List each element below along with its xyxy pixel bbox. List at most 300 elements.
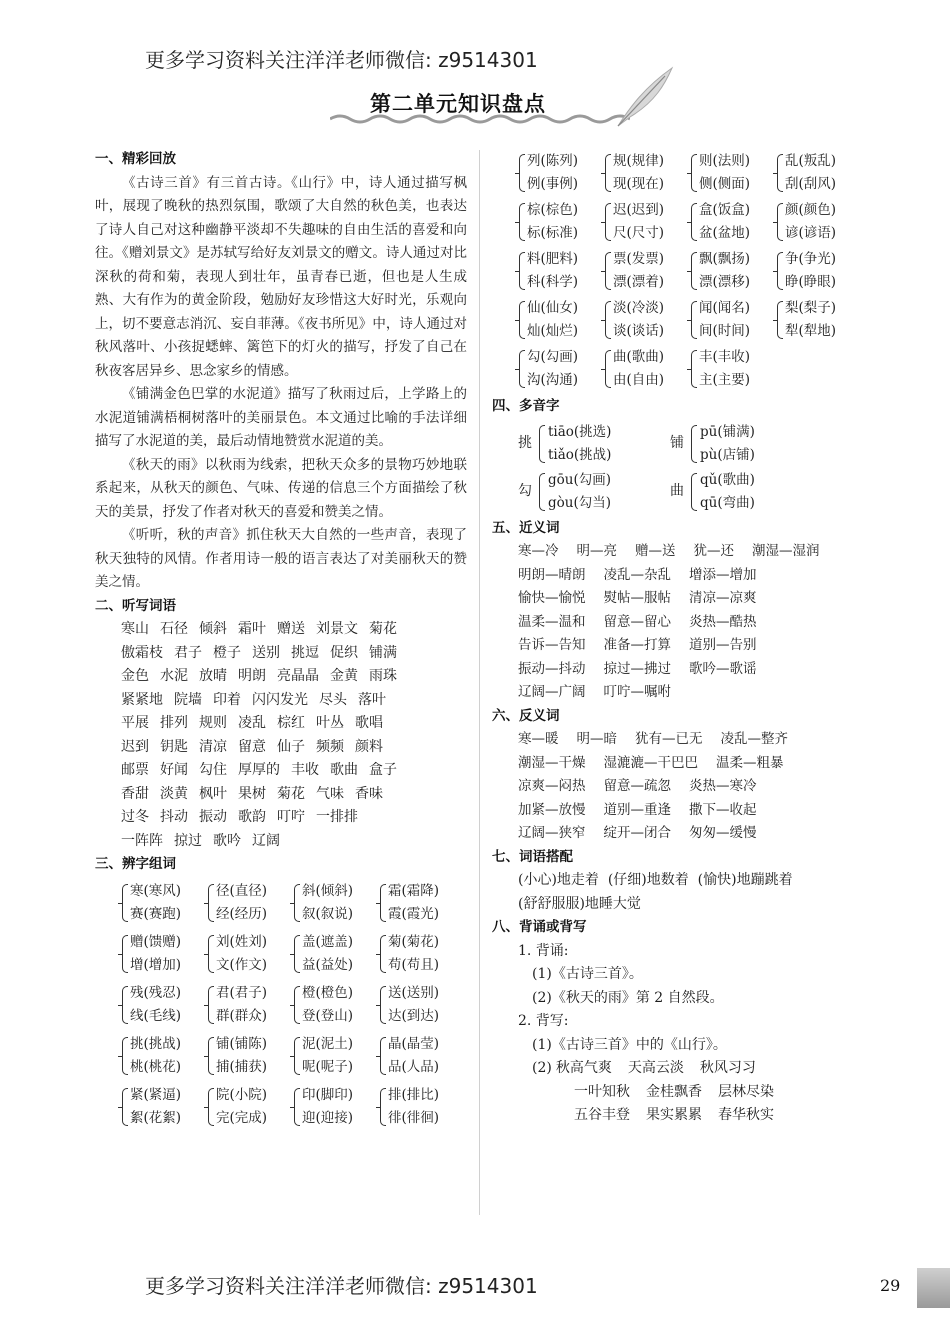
pair-line: 犁(犁地) [785,323,837,339]
bracket-pair [379,982,465,1028]
word-pair: 清凉—凉爽 [689,590,757,606]
word-row [95,689,467,713]
word: 金黄 [330,668,358,684]
bracket-group-row [492,346,872,392]
pair-line: 漂(漂着) [613,274,665,290]
word-pair-row [492,658,872,682]
idiom: 金桂飘香 [646,1083,702,1100]
word-pair-row [492,540,872,564]
bracket-group-row [95,1084,467,1130]
word-pair-row [492,728,872,752]
bracket-pair [690,248,776,294]
bracket-pair [690,297,776,343]
word: 菊花 [277,785,305,802]
word: 丰收 [291,762,319,778]
pair-line: 标(标准) [527,225,579,241]
pair-line: 尺(尺寸) [613,225,665,241]
bracket-pair [379,880,465,926]
word-row [95,830,467,854]
pair-line: 线(毛线) [130,1007,182,1024]
bracket-pair [604,150,690,196]
bracket-group-row [492,297,872,343]
pair-line: 斜(倾斜) [302,882,354,899]
word-pair: 凌乱—整齐 [720,731,788,747]
word: 颜料 [355,738,383,755]
word-pair: 留意—留心 [603,613,671,630]
pair-line: 苟(苟且) [388,956,440,973]
bracket-pair [518,297,604,343]
feather-icon [610,62,680,132]
word: 歌唱 [355,715,383,731]
word-row [95,618,467,642]
word-pair-row [492,775,872,799]
paragraph: 《古诗三首》有三首古诗。《山行》中，诗人通过描写枫叶，展现了晚秋的热烈氛围，歌颂了大自然的秋色美，也表达了诗人自己对这种幽静平淡却不失趣味的自由生活的喜爱和向往。《赠刘景文》是苏轼写给好友刘景文的赠文。诗人通过对比深秋的荷和菊，表现人到壮年，虽青春已逝，但也是人生成熟、大有作为的黄金阶段，勉励好友珍惜这大好时光，乐观向上，切不要意志消沉、妄自菲薄。《夜书所见》中，诗人通过对秋风落叶、小孩捉蟋蟀、篱笆下的灯火的描写，抒发了自己在秋夜客居异乡、思念家乡的情感。 [95,174,467,379]
pair-line: 呢(呢子) [302,1058,354,1075]
pair-line: 争(争光) [785,251,837,267]
pair-line: 间(时间) [699,323,751,339]
word: 振动 [199,809,227,825]
pair-line: 刮(刮风) [785,176,837,192]
paragraph: 《听听，秋的声音》抓住秋天大自然的一些声音，表现了秋天独特的风情。作者用诗一般的语言表达了对美丽秋天的赞美之情。 [95,527,467,590]
pair-line: 侧(侧面) [699,176,751,192]
pair-line: 盖(遮盖) [302,933,354,950]
word-pair: 明朗—晴朗 [518,566,586,583]
word-pair: 撒下—收起 [689,801,757,818]
word: 挑逗 [291,644,319,661]
bracket-pair [379,1084,465,1130]
section-heading-1: 一、精彩回放 [95,151,176,167]
word-pair-row [492,611,872,635]
word-pair: 增添—增加 [689,566,757,583]
word-pair: 道别—告别 [689,637,757,653]
word: 歌韵 [238,809,266,825]
section-heading-5: 五、近义词 [492,519,560,536]
title-wave-decoration [330,112,630,126]
collocation-line: (小心)地走着 (仔细)地数着 (愉快)地蹦跳着 [518,872,793,888]
pair-line: 径(直径) [216,882,268,899]
bracket-pair [776,150,862,196]
page-number: 29 [880,1276,901,1295]
left-column [95,148,467,1135]
pair-line: 由(自由) [613,372,665,388]
word-pair-row [492,634,872,658]
word: 倾斜 [199,621,227,637]
polyphone-item: 勾 gōu(勾画) gòu(勾当) [518,469,670,515]
bracket-group-row [492,248,872,294]
bracket-pair [121,880,207,926]
word-pair: 愉快—愉悦 [518,590,586,606]
paragraph: 《铺满金色巴掌的水泥道》描写了秋雨过后，上学路上的水泥道铺满梧桐树落叶的美丽景色。本文通过比喻的手法详细描写了水泥道的美，最后动情地赞赏水泥道的美。 [95,386,467,449]
bracket-pair [518,150,604,196]
word: 抖动 [160,809,188,825]
word: 仙子 [277,738,305,755]
paragraph: 《秋天的雨》以秋雨为线索，把秋天众多的景物巧妙地联系起来，从秋天的颜色、气味、传递的信息三个方面描绘了秋天的美景，抒发了作者对秋天的喜爱和赞美之情。 [95,456,467,520]
word: 淡黄 [160,785,188,802]
watermark-bottom: 更多学习资料关注洋洋老师微信: z9514301 [145,1274,538,1298]
pair-line: 迎(迎接) [302,1109,354,1126]
pair-line: 泥(泥土) [302,1035,354,1052]
word: 雨珠 [369,668,397,684]
idiom: 秋高气爽 [555,1060,612,1076]
word-pair: 炎热—寒冷 [689,778,757,794]
column-divider [479,150,480,1215]
pair-line: 列(陈列) [527,153,579,169]
pair-line: 曲(歌曲) [613,349,665,365]
word: 亮晶晶 [277,668,319,684]
watermark-top: 更多学习资料关注洋洋老师微信: z9514301 [145,48,538,72]
word-pair: 湿漉漉—干巴巴 [603,754,698,771]
idiom-label: (2) [532,1060,552,1076]
idiom-lines [492,1057,872,1128]
word: 邮票 [121,762,149,778]
word: 平展 [121,715,149,731]
bracket-pair [293,880,379,926]
pair-line: 经(经历) [216,905,268,922]
pair-line: 登(登山) [302,1007,354,1024]
word: 一阵阵 [121,832,163,849]
idiom: 一叶知秋 [574,1083,630,1100]
idiom-line [492,1057,872,1081]
pair-line: 梨(梨子) [785,300,837,316]
word: 一排排 [316,809,358,825]
word: 傲霜枝 [121,644,163,661]
idiom-line [492,1104,872,1128]
word: 排列 [160,715,188,731]
word-pair: 明—亮 [576,543,617,559]
pair-line: 送(送别) [388,984,440,1001]
polyphone-item: 曲 qǔ(歌曲) qū(弯曲) [670,469,822,515]
word: 送别 [252,644,280,661]
word: 歌曲 [330,762,358,778]
word: 过冬 [121,809,149,825]
pair-line: 盆(盆地) [699,225,751,241]
bracket-pair [604,248,690,294]
word: 明朗 [238,668,266,684]
idiom: 秋风习习 [699,1060,756,1076]
section-heading-2: 二、听写词语 [95,597,176,614]
bracket-group-row [95,880,467,926]
word: 歌吟 [213,832,241,849]
polyphone-row [492,469,872,515]
word: 叶丛 [316,715,344,731]
bracket-pair [518,346,604,392]
pair-line: 院(小院) [216,1086,268,1103]
word-pair: 温柔—温和 [518,613,586,630]
pair-line: 盒(饭盒) [699,202,751,218]
pair-line: 寒(寒风) [130,882,182,899]
word: 寒山 [121,621,149,637]
word: 迟到 [121,738,149,755]
word: 菊花 [369,621,397,637]
pair-line: 睁(睁眼) [785,274,837,290]
word-pair-row [492,681,872,705]
word-pair: 加紧—放慢 [518,801,586,818]
pair-line: 沟(沟通) [527,372,579,388]
pair-line: 群(群众) [216,1007,268,1024]
recite-subitem: (2)《秋天的雨》第 2 自然段。 [532,989,724,1006]
pair-line: 印(脚印) [302,1086,354,1103]
section-heading-8: 八、背诵或背写 [492,919,587,935]
word: 钥匙 [160,738,188,755]
word: 印着 [213,691,241,708]
word-pair: 掠过—拂过 [603,660,671,677]
word: 紧紧地 [121,691,163,708]
bracket-pair [776,248,862,294]
word: 气味 [316,785,344,802]
pair-line: 菊(菊花) [388,933,440,950]
bracket-group-row [95,931,467,977]
word-pair: 温柔—粗暴 [716,754,784,771]
word-pair: 明—暗 [576,731,617,747]
word-pair-row [492,822,872,846]
bracket-pair [293,931,379,977]
bracket-pair [776,297,862,343]
polyphone-item: 铺 pū(铺满) pù(店铺) [670,421,822,467]
bracket-pair [604,346,690,392]
word-pair: 寒—暖 [518,731,559,747]
word-row [95,665,467,689]
pair-line: 漂(漂移) [699,274,751,290]
word-pair: 潮湿—干燥 [518,754,586,771]
right-column [492,148,872,1128]
pair-line: 紧(紧逼) [130,1086,182,1103]
pair-line: 挑(挑战) [130,1035,182,1052]
word-pair: 留意—疏忽 [603,778,671,794]
bracket-pair [379,1033,465,1079]
word: 尽头 [319,691,347,708]
pair-line: 现(现在) [613,176,665,192]
char-distinguish-groups-left [95,880,467,1130]
pair-line: 君(君子) [216,984,268,1001]
word: 勾住 [199,762,227,778]
bracket-pair [604,199,690,245]
pair-line: 赠(馈赠) [130,933,182,950]
word-pair: 匆匆—缓慢 [689,825,757,841]
word-pair: 潮湿—湿润 [752,543,820,559]
bracket-pair [293,1033,379,1079]
pair-line: 例(事例) [527,176,579,192]
idiom-line [492,1081,872,1105]
pair-line: 票(发票) [613,251,665,267]
word: 掠过 [174,832,202,849]
word: 金色 [121,668,149,684]
section-heading-3: 三、辨字组词 [95,856,176,872]
word: 霜叶 [238,621,266,637]
pair-line: 灿(灿烂) [527,323,579,339]
word-pair: 熨帖—服帖 [603,590,671,606]
word: 好闻 [160,762,188,778]
pair-line: 棕(棕色) [527,202,579,218]
recite-subitem: (1)《古诗三首》。 [532,966,643,982]
word: 凌乱 [238,715,266,731]
pair-line: 增(增加) [130,956,182,973]
word-pair: 犹有—已无 [635,731,703,747]
synonym-list [492,540,872,705]
pair-line: 闻(闻名) [699,300,751,316]
bracket-pair [518,248,604,294]
polyphone-row [492,421,872,467]
word-row [95,806,467,830]
recite-subitem: (1)《古诗三首》中的《山行》。 [532,1036,727,1053]
bracket-pair [121,1033,207,1079]
word-pair-row [492,587,872,611]
word-pair: 歌吟—歌谣 [689,660,757,677]
word-pair: 告诉—告知 [518,637,586,653]
bracket-pair [207,1084,293,1130]
word-pair: 凌乱—杂乱 [603,566,671,583]
pair-line: 飘(飘扬) [699,251,751,267]
pair-line: 品(人品) [388,1058,440,1075]
word: 厚厚的 [238,762,280,778]
word: 棕红 [277,715,305,731]
bracket-pair [207,982,293,1028]
pair-line: 仙(仙女) [527,300,579,316]
bracket-pair [379,931,465,977]
bracket-pair [207,931,293,977]
pair-line: 赛(赛跑) [130,905,182,922]
pair-line: 谈(谈话) [613,323,665,339]
bracket-pair [121,1084,207,1130]
pair-line: 料(肥料) [527,251,579,267]
word: 促织 [330,644,358,661]
recite-item: 1. 背诵: [518,942,569,959]
pair-line: 则(法则) [699,153,751,169]
pair-line: 文(作文) [216,956,268,973]
word-pair: 炎热—酷热 [689,613,757,630]
pair-line: 铺(铺陈) [216,1035,268,1052]
pair-line: 桃(桃花) [130,1058,182,1075]
pair-line: 主(主要) [699,372,751,388]
polyphone-item: 挑 tiāo(挑选) tiǎo(挑战) [518,421,670,467]
pair-line: 晶(晶莹) [388,1035,440,1052]
word-pair: 寒—冷 [518,543,559,559]
pair-line: 橙(橙色) [302,984,354,1001]
section-heading-6: 六、反义词 [492,707,560,724]
bracket-pair [121,931,207,977]
word-row [95,736,467,760]
word: 频频 [316,738,344,755]
bracket-group-row [492,199,872,245]
word-row [95,783,467,807]
bracket-group-row [95,982,467,1028]
word: 叮咛 [277,809,305,825]
bracket-group-row [95,1033,467,1079]
pair-line: 捕(捕获) [216,1058,268,1075]
bracket-pair [604,297,690,343]
word-pair: 绽开—闭合 [603,825,671,841]
bracket-pair [690,150,776,196]
word-row [95,712,467,736]
word: 清凉 [199,738,227,755]
word-pair: 辽阔—广阔 [518,684,586,700]
word: 石径 [160,621,188,637]
word: 落叶 [358,691,386,708]
bracket-pair [207,880,293,926]
pair-line: 徘(徘徊) [388,1109,440,1126]
word: 放晴 [199,668,227,684]
bracket-group-row [492,150,872,196]
word: 赠送 [277,621,305,637]
word-pair: 犹—还 [693,543,734,559]
pair-line: 丰(丰收) [699,349,751,365]
word: 橙子 [213,644,241,661]
pair-line: 规(规律) [613,153,665,169]
pair-line: 益(益处) [302,956,354,973]
page-title: 第二单元知识盘点 [370,92,546,116]
word: 刘景文 [316,621,358,637]
idiom: 果实累累 [646,1107,702,1123]
pair-line: 残(残忍) [130,984,182,1001]
pair-line: 絮(花絮) [130,1109,182,1126]
idiom: 春华秋实 [718,1107,774,1123]
word-pair: 凉爽—闷热 [518,778,586,794]
pair-line: 霞(霞光) [388,905,440,922]
word: 盒子 [369,762,397,778]
pair-line: 迟(迟到) [613,202,665,218]
dictation-word-list [95,618,467,853]
word-pair: 振动—抖动 [518,660,586,677]
pair-line: 达(到达) [388,1007,440,1024]
section-heading-7: 七、词语搭配 [492,848,573,865]
pair-line: 刘(姓刘) [216,933,268,950]
word: 香味 [355,785,383,802]
pair-line: 完(完成) [216,1109,268,1126]
word-pair: 赠—送 [635,543,676,559]
word: 果树 [238,785,266,802]
word: 辽阔 [252,832,280,849]
bracket-pair [776,199,862,245]
bracket-pair [518,199,604,245]
bracket-pair [690,199,776,245]
pair-line: 乱(叛乱) [785,153,837,169]
pair-line: 颜(颜色) [785,202,837,218]
word: 规则 [199,715,227,731]
pair-line: 谚(谚语) [785,225,837,241]
word-row [95,759,467,783]
pair-line: 叙(叙说) [302,905,354,922]
pair-line: 科(科学) [527,274,579,290]
word: 铺满 [369,644,397,661]
pair-line: 勾(勾画) [527,349,579,365]
word: 院墙 [174,691,202,708]
bracket-pair [293,982,379,1028]
pair-line: 霜(霜降) [388,882,440,899]
pair-line: 淡(冷淡) [613,300,665,316]
word-pair: 辽阔—狭窄 [518,825,586,841]
word-pair: 叮咛—嘱咐 [603,684,671,700]
section-heading-4: 四、多音字 [492,398,560,414]
antonym-list [492,728,872,846]
idiom: 层林尽染 [718,1083,774,1100]
char-distinguish-groups-right [492,150,872,392]
idiom: 天高云淡 [627,1060,684,1076]
bracket-pair [293,1084,379,1130]
word-row [95,642,467,666]
word: 水泥 [160,668,188,684]
recite-item: 2. 背写: [518,1013,569,1029]
word-pair: 道别—重逢 [603,801,671,818]
bracket-pair [690,346,776,392]
word-pair-row [492,752,872,776]
word: 闪闪发光 [252,691,308,708]
word: 香甜 [121,785,149,802]
word: 留意 [238,738,266,755]
pair-line: 排(排比) [388,1086,440,1103]
word: 枫叶 [199,785,227,802]
bracket-pair [121,982,207,1028]
word-pair: 准备—打算 [603,637,671,653]
word-pair-row [492,564,872,588]
